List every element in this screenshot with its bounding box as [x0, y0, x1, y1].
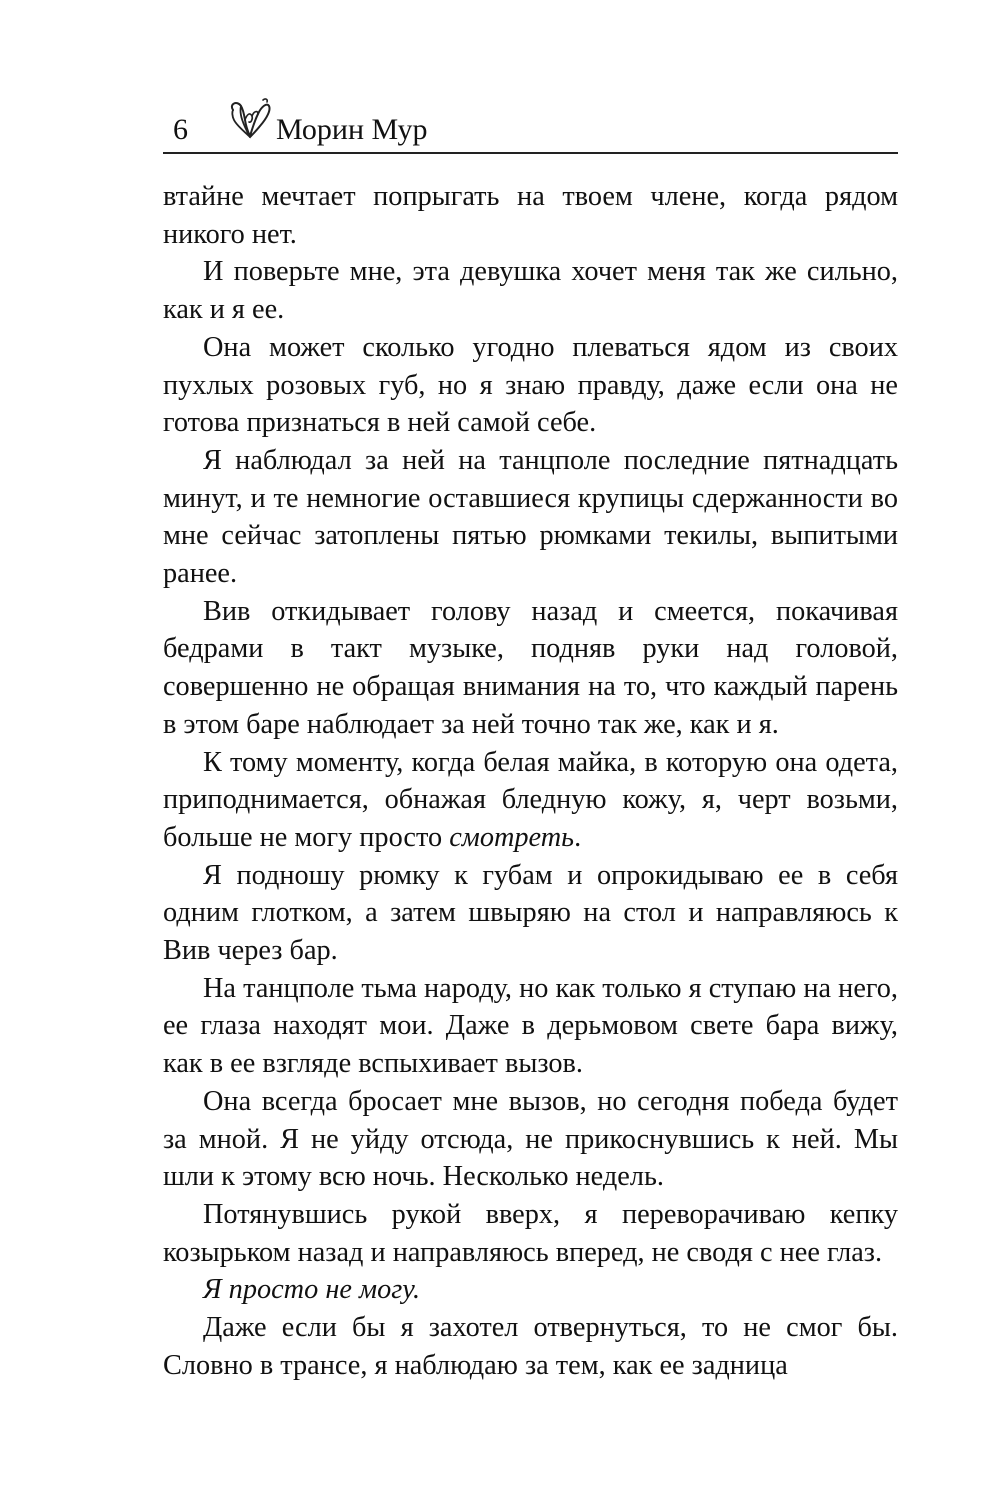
- paragraph-11-italic-thought: Я просто не могу.: [203, 1274, 421, 1306]
- paragraph-2: И поверьте мне, эта девушка хочет меня так же сильно, как и я ее.: [163, 256, 898, 326]
- paragraph-10: Потянувшись рукой вверх, я переворачиваю кепку козырьком назад и направляюсь вперед, не сводя с нее глаз.: [163, 1198, 898, 1268]
- paragraph-5: Вив откидывает голову назад и смеется, покачивая бедрами в такт музыке, подняв руки над головой, совершенно не обращая внимания на то, что каждый парень в этом баре наблюдает за ней точно так же, как и я.: [163, 595, 898, 740]
- paragraph-3: Она может сколько угодно плеваться ядом из своих пухлых розовых губ, но я знаю правду, даже если она не готова признаться в ней самой себе.: [163, 331, 898, 439]
- running-header: [163, 96, 898, 154]
- paragraph-12: Даже если бы я захотел отвернуться, то не смог бы. Словно в трансе, я наблюдаю за тем, как ее задница: [163, 1312, 898, 1381]
- heart-flourish-icon: [223, 96, 273, 142]
- paragraph-4: Я наблюдал за ней на танцполе последние пятнадцать минут, и те немногие оставшиеся крупицы сдержанности во мне сейчас затоплены пятью рюмками текилы, выпитыми ранее.: [163, 444, 898, 590]
- paragraph-8: На танцполе тьма народу, но как только я ступаю на него, ее глаза находят мои. Даже в дерьмовом свете бара вижу, как в ее взгляде вспыхивает вызов.: [163, 972, 898, 1080]
- emphasis-smotret: смотреть: [449, 821, 575, 853]
- paragraph-6: К тому моменту, когда белая майка, в которую она одета, приподнимается, обнажая бледную кожу, я, черт возьми, больше не могу просто смотреть.: [163, 746, 898, 853]
- body-text: [163, 178, 898, 1385]
- page-number: 6: [173, 113, 188, 146]
- paragraph-1: втайне мечтает попрыгать на твоем члене, когда рядом никого нет.: [163, 181, 898, 250]
- running-head-author: Морин Мур: [276, 113, 428, 146]
- paragraph-7: Я подношу рюмку к губам и опрокидываю ее в себя одним глотком, а затем швыряю на стол и направляюсь к Вив через бар.: [163, 859, 898, 967]
- paragraph-9: Она всегда бросает мне вызов, но сегодня победа будет за мной. Я не уйду отсюда, не прикоснувшись к ней. Мы шли к этому всю ночь. Несколько недель.: [163, 1085, 898, 1193]
